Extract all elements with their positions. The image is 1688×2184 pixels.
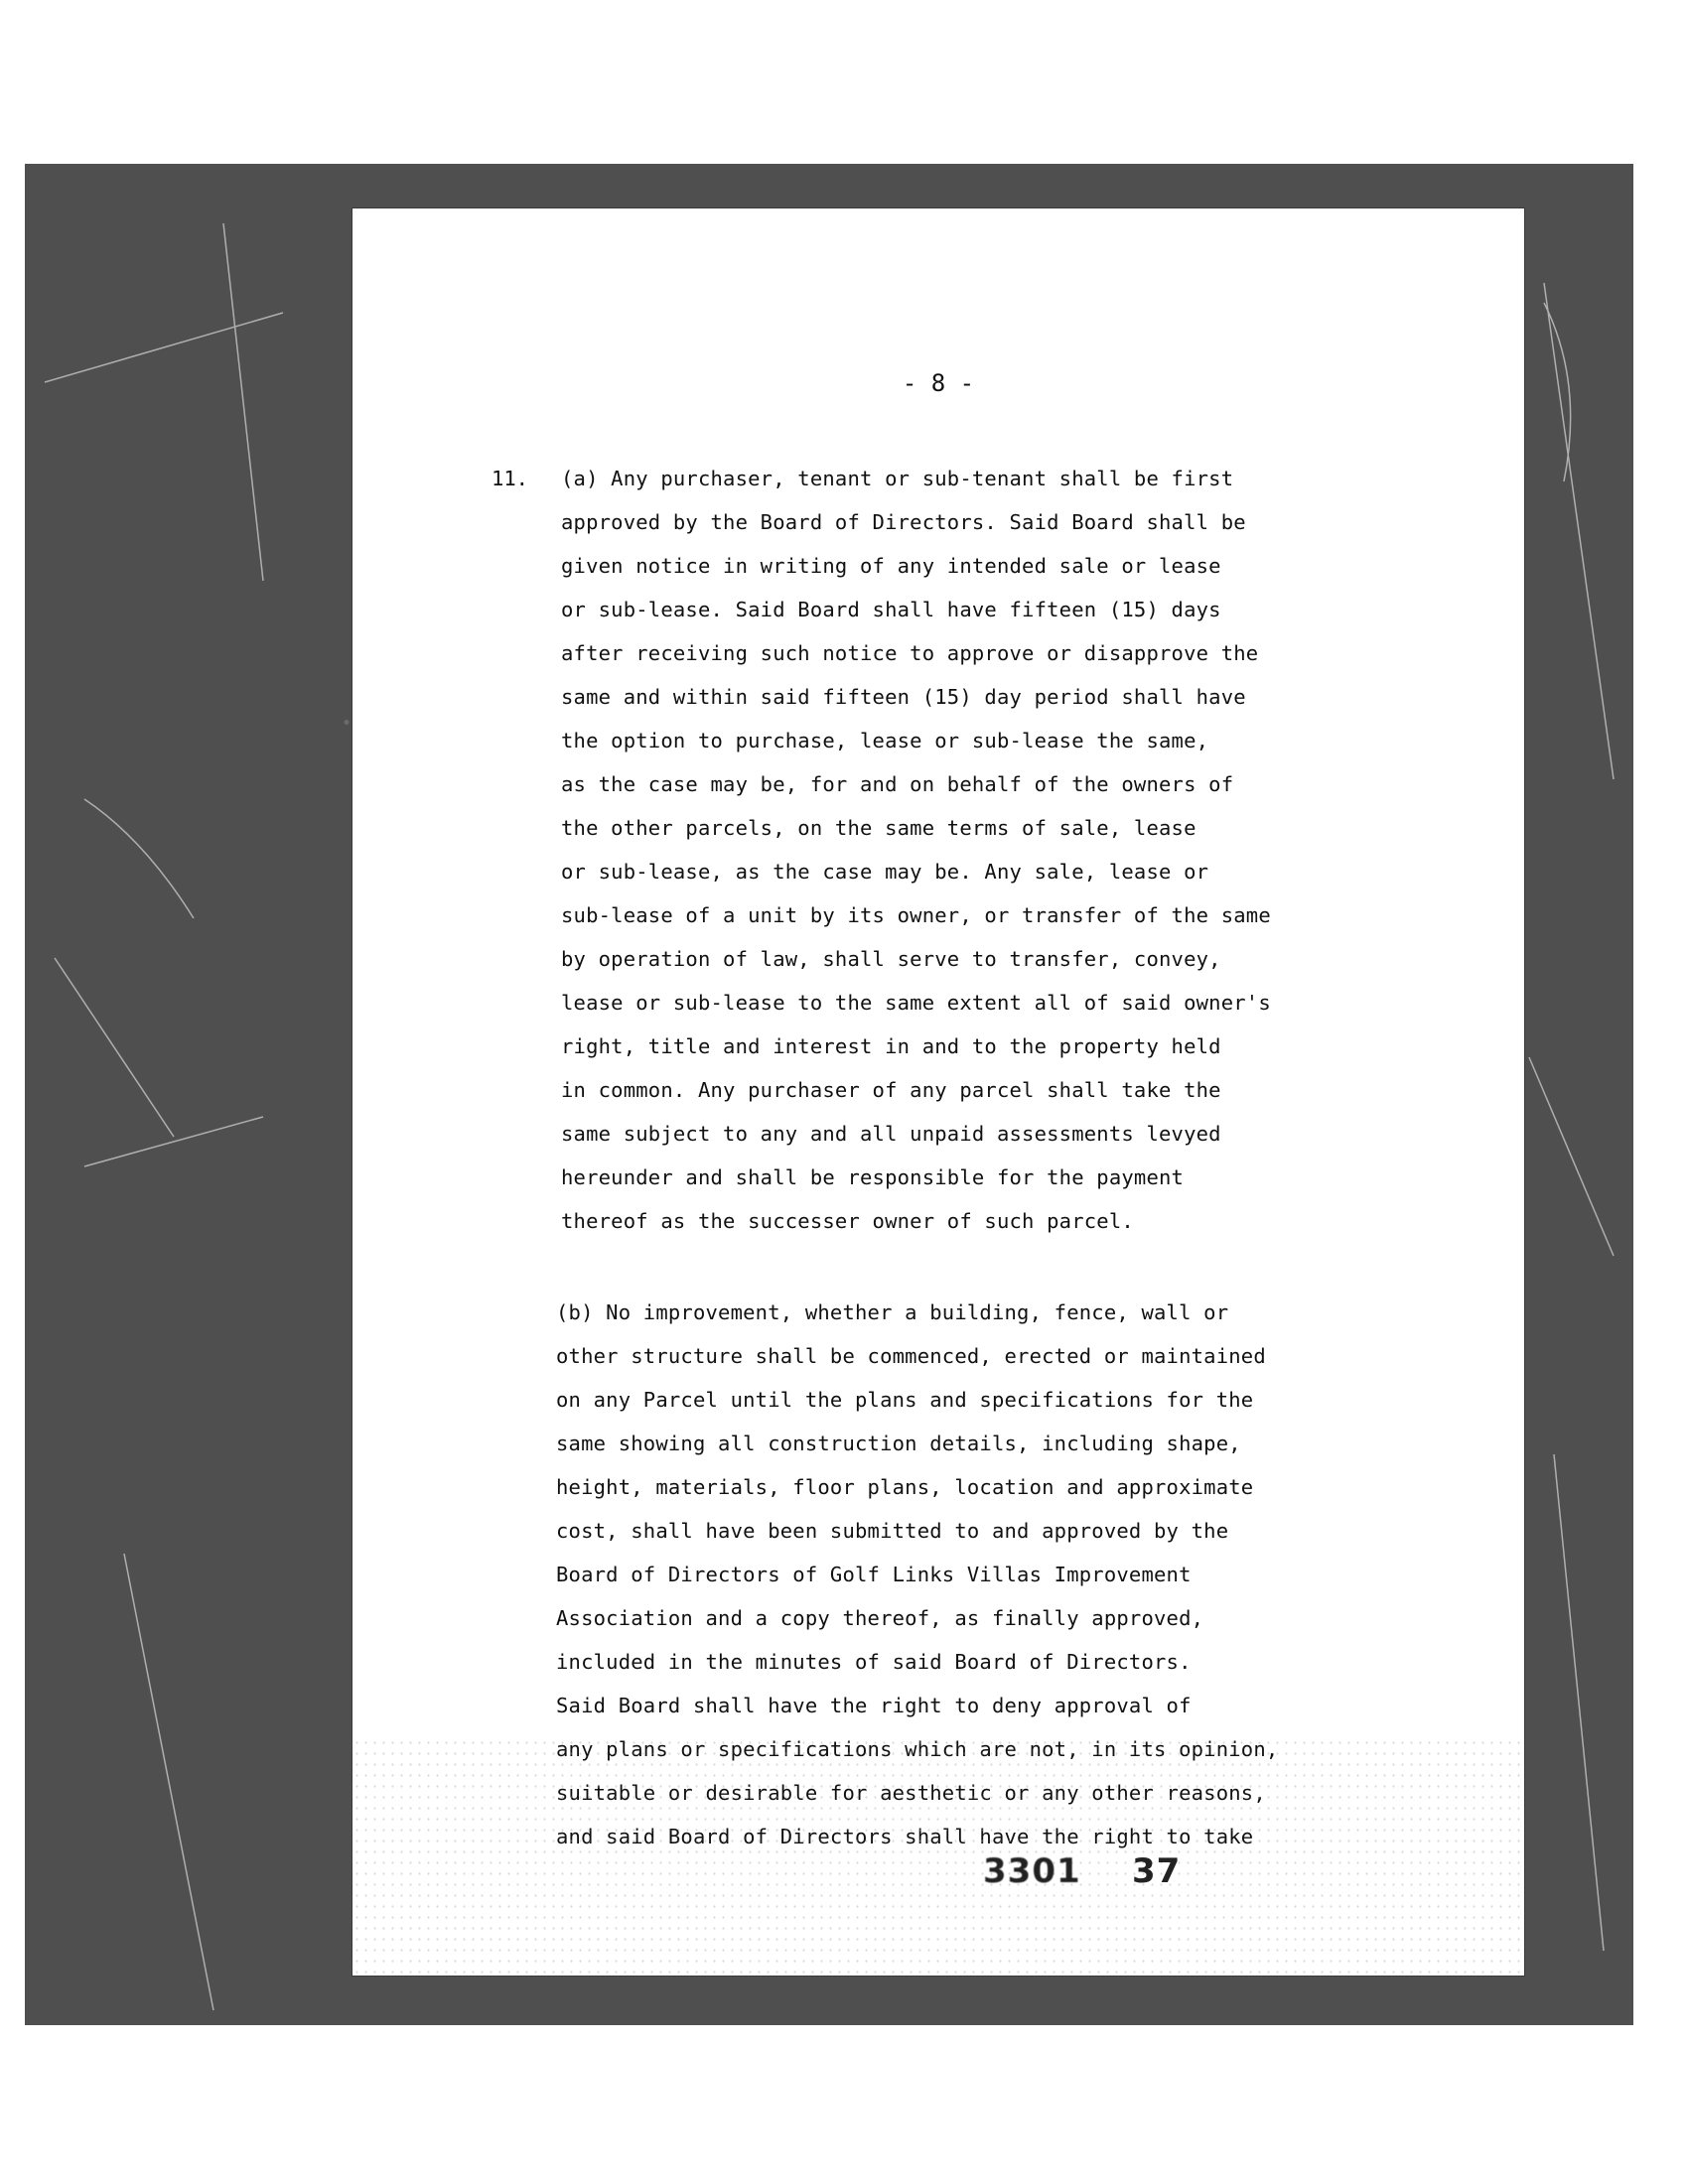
text-line: same and within said fifteen (15) day period shall have [561,685,1246,709]
text-line: hereunder and shall be responsible for the payment [561,1165,1185,1189]
text-line: (a) Any purchaser, tenant or sub-tenant shall be first [561,467,1234,490]
recording-book-number: 3301 [983,1851,1081,1891]
page-number: - 8 - [902,369,975,397]
section-number: 11. [492,467,529,490]
text-line: same subject to any and all unpaid assessments levyed [561,1122,1221,1146]
text-line: as the case may be, for and on behalf of the owners of [561,772,1234,796]
recording-page-number: 37 [1132,1851,1182,1891]
text-line: (b) No improvement, whether a building, fence, wall or [556,1300,1229,1324]
text-line: in common. Any purchaser of any parcel shall take the [561,1078,1221,1102]
text-line: included in the minutes of said Board of Directors. [556,1650,1192,1674]
text-line: and said Board of Directors shall have the right to take [556,1825,1254,1848]
text-line: sub-lease of a unit by its owner, or transfer of the same [561,903,1271,927]
text-line: the other parcels, on the same terms of sale, lease [561,816,1196,840]
text-line: on any Parcel until the plans and specifications for the [556,1388,1254,1412]
scratch-mark [55,958,174,1137]
text-line: approved by the Board of Directors. Said Board shall be [561,510,1246,534]
photocopy-noise [352,1737,1524,1976]
scratch-mark [124,1554,213,2010]
document-page [352,208,1524,1976]
text-line: other structure shall be commenced, erected or maintained [556,1344,1266,1368]
text-line: after receiving such notice to approve or disapprove the [561,641,1259,665]
scratch-mark [1529,1057,1614,1256]
scratch-mark [1554,1454,1604,1951]
text-line: by operation of law, shall serve to transfer, convey, [561,947,1221,971]
text-line: suitable or desirable for aesthetic or any other reasons, [556,1781,1266,1805]
text-line: thereof as the successer owner of such parcel. [561,1209,1134,1233]
scratch-mark [84,1117,263,1166]
text-line: cost, shall have been submitted to and approved by the [556,1519,1229,1543]
scanned-photocopy-border [25,164,1633,2025]
text-line: lease or sub-lease to the same extent all of said owner's [561,991,1271,1015]
text-line: given notice in writing of any intended sale or lease [561,554,1221,578]
text-line: height, materials, floor plans, location and approximate [556,1475,1254,1499]
scratch-mark [1544,303,1571,481]
text-line: or sub-lease, as the case may be. Any sale, lease or [561,860,1209,884]
text-line: Association and a copy thereof, as finally approved, [556,1606,1204,1630]
text-line: Said Board shall have the right to deny approval of [556,1694,1192,1717]
scratch-mark [1544,283,1614,779]
text-line: right, title and interest in and to the property held [561,1034,1221,1058]
scratch-mark [45,313,283,382]
text-line: the option to purchase, lease or sub-lease the same, [561,729,1209,752]
text-line: any plans or specifications which are not, in its opinion, [556,1737,1279,1761]
text-line: Board of Directors of Golf Links Villas Improvement [556,1563,1192,1586]
recording-stamp [983,1851,1181,1891]
text-line: or sub-lease. Said Board shall have fifteen (15) days [561,598,1221,621]
clause-a-paragraph [561,457,1385,1243]
scratch-mark [84,799,194,918]
text-line: same showing all construction details, including shape, [556,1432,1241,1455]
scratch-mark [223,223,263,581]
